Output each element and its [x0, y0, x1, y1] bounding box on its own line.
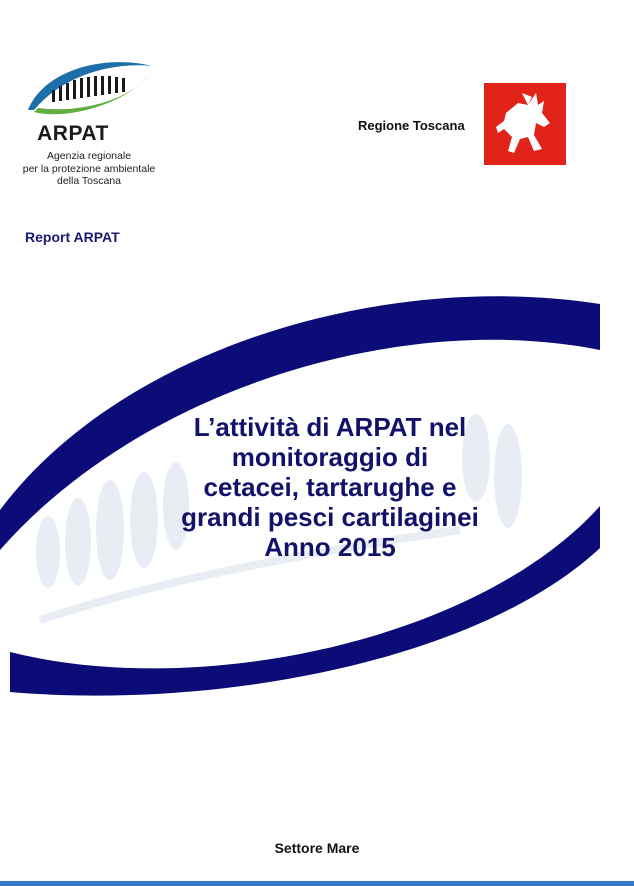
arpat-subtitle-line: della Toscana: [56, 175, 122, 187]
arpat-subtitle: [14, 150, 164, 188]
arpat-name: ARPAT: [37, 122, 109, 145]
arpat-subtitle-line: Agenzia regionale: [46, 150, 132, 162]
title-line: L’attività di ARPAT nel: [193, 412, 467, 442]
arpat-cypress-logo-icon: [24, 50, 154, 118]
regione-toscana-label: Regione Toscana: [358, 118, 465, 133]
report-label: Report ARPAT: [25, 229, 120, 245]
title-line: monitoraggio di: [231, 442, 429, 472]
title-line: cetacei, tartarughe e: [203, 472, 457, 502]
arpat-logo: [14, 50, 164, 190]
title-line: grandi pesci cartilaginei: [181, 502, 479, 532]
pegasus-flag-icon: [484, 83, 566, 165]
bottom-bar: [0, 881, 634, 886]
report-title: [120, 412, 540, 562]
arpat-subtitle-line: per la protezione ambientale: [22, 162, 156, 175]
title-line: Anno 2015: [264, 532, 396, 562]
sector-label: Settore Mare: [274, 840, 360, 856]
